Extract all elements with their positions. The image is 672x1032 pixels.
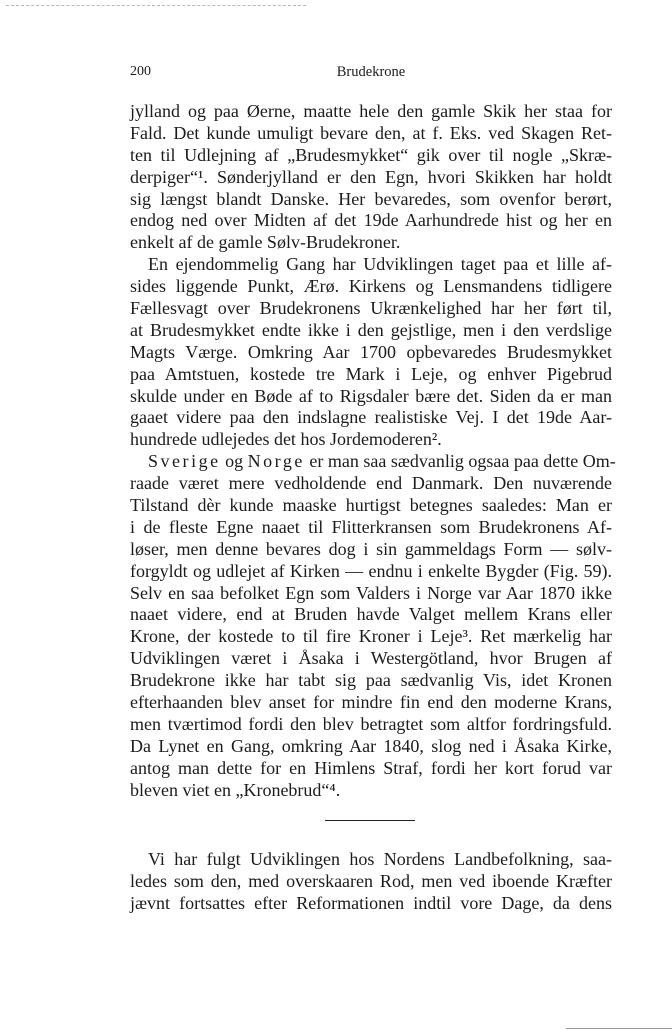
text-line: jævnt fortsattes efter Reformationen indtil vore Dage, da dens [130, 892, 612, 913]
main-text [130, 101, 616, 802]
spaced-word-sverige: Sverige [148, 451, 221, 472]
text-line: løser, men denne bevares dog i sin gammeldags Form — sølv- [130, 538, 612, 559]
text-line: Udviklingen været i Åsaka i Westergötland, hvor Brugen af [130, 648, 612, 669]
text-line: paa Amtstuen, kostede tre Mark i Leje, og enhver Pigebrud [130, 363, 612, 384]
text-line: forgyldt og udlejet af Kirken — endnu i enkelte Bygder (Fig. 59). [130, 560, 612, 581]
text-line: Tilstand dèr kunde maaske hurtigst betegnes saaledes: Man er [130, 495, 612, 516]
text-line: hundrede udlejedes det hos Jordemoderen². [130, 429, 442, 450]
text-line: enkelt af de gamle Sølv-Brudekroner. [130, 232, 401, 253]
text-line: sig længst blandt Danske. Her bevaredes, som ovenfor berørt, [130, 188, 612, 209]
text-line: Brudekrone ikke har tabt sig paa sædvanlig Vis, idet Kronen [130, 670, 612, 691]
text-line: ledes som den, med overskaaren Rod, men ved iboende Kræfter [130, 870, 612, 891]
text-line: endog ned over Midten af det 19de Aarhundrede hist og her en [130, 210, 612, 231]
text-line: Krone, der kostede to til fire Kroner i Leje³. Ret mærkelig har [130, 626, 612, 647]
running-title: Brudekrone [336, 64, 406, 80]
text-line: Magts Værge. Omkring Aar 1700 opbevaredes Brudesmykket [130, 341, 612, 362]
text-fragment: er man saa sædvanlig ogsaa paa dette Om- [309, 451, 616, 472]
text-fragment: og [225, 451, 244, 472]
spaced-word-norge: Norge [247, 451, 305, 472]
text-line: Fællesvagt over Brudekronens Ukrænkelighed har her ført til, [130, 298, 612, 319]
text-line: i de fleste Egne naaet til Flitterkransen som Brudekronens Af- [130, 516, 612, 537]
text-line: men tværtimod fordi den blev betragtet som altfor fordringsfuld. [130, 713, 612, 734]
text-line: sides liggende Punkt, Ærø. Kirkens og Lensmandens tidligere [130, 276, 612, 297]
text-line: Da Lynet en Gang, omkring Aar 1840, slog ned i Åsaka Kirke, [130, 735, 612, 756]
closing-text [130, 849, 612, 915]
text-line: En ejendommelig Gang har Udviklingen taget paa et lille af- [148, 254, 612, 275]
bottom-edge-rule [566, 1028, 672, 1029]
text-line: gaaet videre paa den indslagne realistiske Vej. I det 19de Aar- [130, 407, 612, 428]
text-line: efterhaanden blev anset for mindre fin end den moderne Krans, [130, 692, 612, 713]
text-line: jylland og paa Øerne, maatte hele den gamle Skik her staa for [130, 101, 612, 121]
text-line: naaet videre, end at Bruden havde Valget mellem Krans eller [130, 604, 612, 625]
page-header [130, 64, 612, 86]
section-divider [325, 820, 415, 821]
page-number: 200 [130, 64, 151, 79]
text-line: derpiger“¹. Sønderjylland er den Egn, hvori Skikken har holdt [130, 166, 612, 187]
text-line: Vi har fulgt Udviklingen hos Nordens Landbefolkning, saa- [148, 849, 612, 869]
text-line: at Brudesmykket endte ikke i den gejstlige, men i den verdslige [130, 319, 612, 340]
text-line: ten til Udlejning af „Brudesmykket“ gik over til nogle „Skræ- [130, 144, 612, 165]
text-line [130, 451, 616, 473]
text-line: bleven viet en „Kronebrud“⁴. [130, 779, 341, 800]
top-edge-rule [6, 5, 306, 6]
text-line: raade været mere vedholdende end Danmark. Den nuværende [130, 473, 612, 494]
text-line: skulde under en Bøde af to Rigsdaler bære det. Siden da er man [130, 385, 612, 406]
text-line: Selv en saa befolket Egn som Valders i Norge var Aar 1870 ikke [130, 582, 612, 603]
text-line: antog man dette for en Himlens Straf, fordi her kort forud var [130, 757, 612, 778]
text-line: Fald. Det kunde umuligt bevare den, at f. Eks. ved Skagen Ret- [130, 122, 612, 143]
